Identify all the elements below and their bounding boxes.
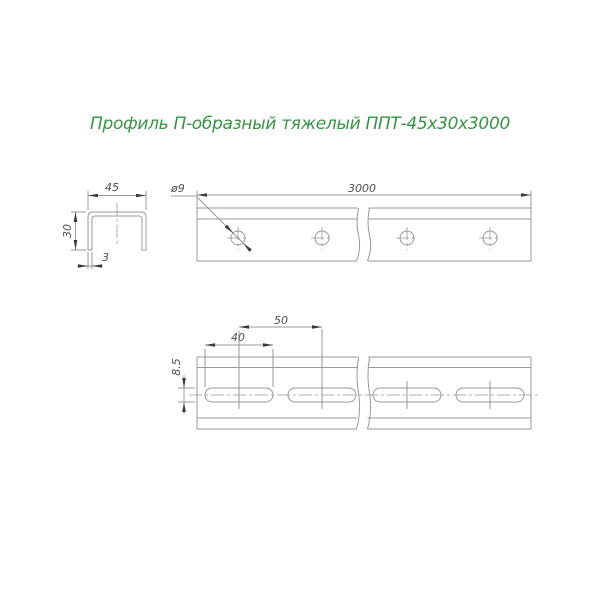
dim-length-3000 bbox=[197, 182, 531, 197]
slot-length-label: 40 bbox=[231, 331, 245, 344]
plan-view bbox=[170, 314, 540, 429]
slot-pitch-label: 50 bbox=[274, 314, 288, 327]
dim-hole-diameter bbox=[170, 182, 252, 252]
drawing-title: Профиль П-образный тяжелый ППТ-45х30х3000 bbox=[90, 114, 510, 134]
dim-slot-width-8-5 bbox=[170, 358, 195, 414]
dim-length-label: 3000 bbox=[348, 182, 376, 195]
round-holes bbox=[227, 227, 501, 250]
break-line bbox=[357, 208, 360, 261]
side-view bbox=[170, 182, 531, 261]
dim-height-30 bbox=[61, 212, 86, 250]
dim-thickness-3 bbox=[77, 251, 109, 269]
break-line bbox=[368, 208, 371, 261]
dim-width-label: 45 bbox=[105, 181, 119, 194]
hole-diameter-label: ø9 bbox=[171, 182, 185, 195]
dim-height-label: 30 bbox=[61, 224, 74, 238]
dim-thickness-label: 3 bbox=[102, 251, 109, 264]
slot-width-label: 8.5 bbox=[170, 358, 183, 376]
cross-section-view bbox=[61, 181, 146, 269]
